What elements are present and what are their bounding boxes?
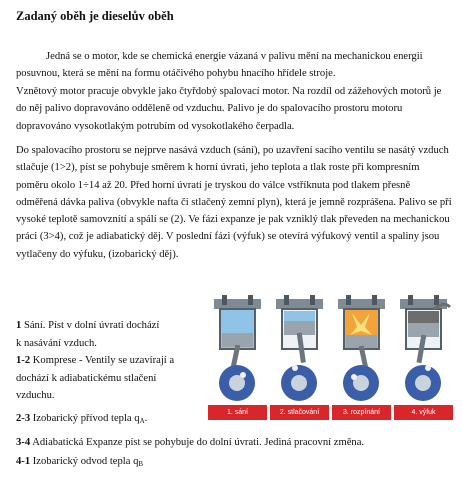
stroke-label: 3. rozpínání [332, 405, 391, 420]
engine-stroke-expansion [332, 295, 391, 420]
paragraph-intro: Jedná se o motor, kde se chemická energie vázaná v palivu mění na mechanickou energii posuvnou, která se mění na formu otáčivého pohybu hnacího hřídele stroje. [16, 51, 423, 80]
stroke-label: 1. sání [208, 405, 267, 420]
stroke-label: 4. výfuk [394, 405, 453, 420]
step-suffix: . [144, 413, 148, 424]
subscript: B [138, 460, 144, 468]
engine-stroke-intake [208, 295, 267, 420]
step-1-2-line-1 [16, 352, 174, 370]
subscript: A [139, 417, 145, 425]
step-1-line-2: k nasávání vzduch. [16, 337, 97, 349]
step-text: Komprese - Ventily se uzavírají a [32, 355, 175, 366]
step-text: Izobarický odvod tepla q [32, 456, 139, 467]
paragraph-cycle-description: Do spalovacího prostoru se nejprve nasává vzduch (sání), po uzavření sacího ventilu se nasátý vzduch stlačuje (1>2), píst se pohybuje směrem k horní úvrati, jeho teplota a tlak roste při kompresním poměru okolo 1÷14 až 20. Před horní úvratí je tryskou do válce vstříknuta pod tlakem přesně odměřená dávka paliva (obvykle nafta či stlačený zemní plyn), která je jemně rozprášena. Palivo se při vysoké teplotě samovznítí a spálí se (2). Ve fázi expanze je pak vzniklý tlak převeden na mechanickou práci (3>4), což je adiabatický děj. V poslední fázi (výfuk) se otevírá výfukový ventil a spaliny jsou vytlačeny do výfuku, (izobarický děj). [16, 145, 452, 260]
engine-compression-drawing [270, 295, 329, 405]
step-number: 4-1 [16, 456, 31, 467]
stroke-label: 2. stlačování [270, 405, 329, 420]
step-3-4 [16, 434, 364, 452]
engine-stroke-exhaust [394, 295, 453, 420]
step-1-2-line-2: dochází k adiabatickému stlačení [16, 372, 157, 384]
step-4-1 [16, 453, 143, 474]
paragraph-diesel-engine: Vznětový motor pracuje obvykle jako čtyřdobý spalovací motor. Na rozdíl od zážehových motorů je do něj palivo dopravováno odděleně od vzduchu. Palivo je do spalovacího prostoru motoru dopravováno vysokotlakým potrubím od vysokotlakého čerpadla. [16, 86, 442, 132]
step-number: 3-4 [16, 437, 31, 448]
engine-expansion-drawing [332, 295, 391, 405]
step-text: Adiabatická Expanze píst se pohybuje do dolní úvrati. Jediná pracovní změna. [32, 437, 365, 448]
step-text: Izobarický přívod tepla q [32, 413, 140, 424]
engine-stroke-compression [270, 295, 329, 420]
document-title: Zadaný oběh je dieselův oběh [16, 9, 174, 23]
engine-exhaust-drawing [394, 295, 453, 405]
step-1-line-1 [16, 317, 159, 335]
step-2-3 [16, 410, 147, 431]
step-number: 2-3 [16, 413, 31, 424]
step-number: 1 [16, 320, 22, 331]
step-number: 1-2 [16, 355, 31, 366]
engine-intake-drawing [208, 295, 267, 405]
step-1-2-line-3: vzduchu. [16, 390, 55, 401]
step-text: Sání. Píst v dolní úvrati dochází [23, 320, 160, 331]
four-stroke-illustration [208, 295, 454, 420]
